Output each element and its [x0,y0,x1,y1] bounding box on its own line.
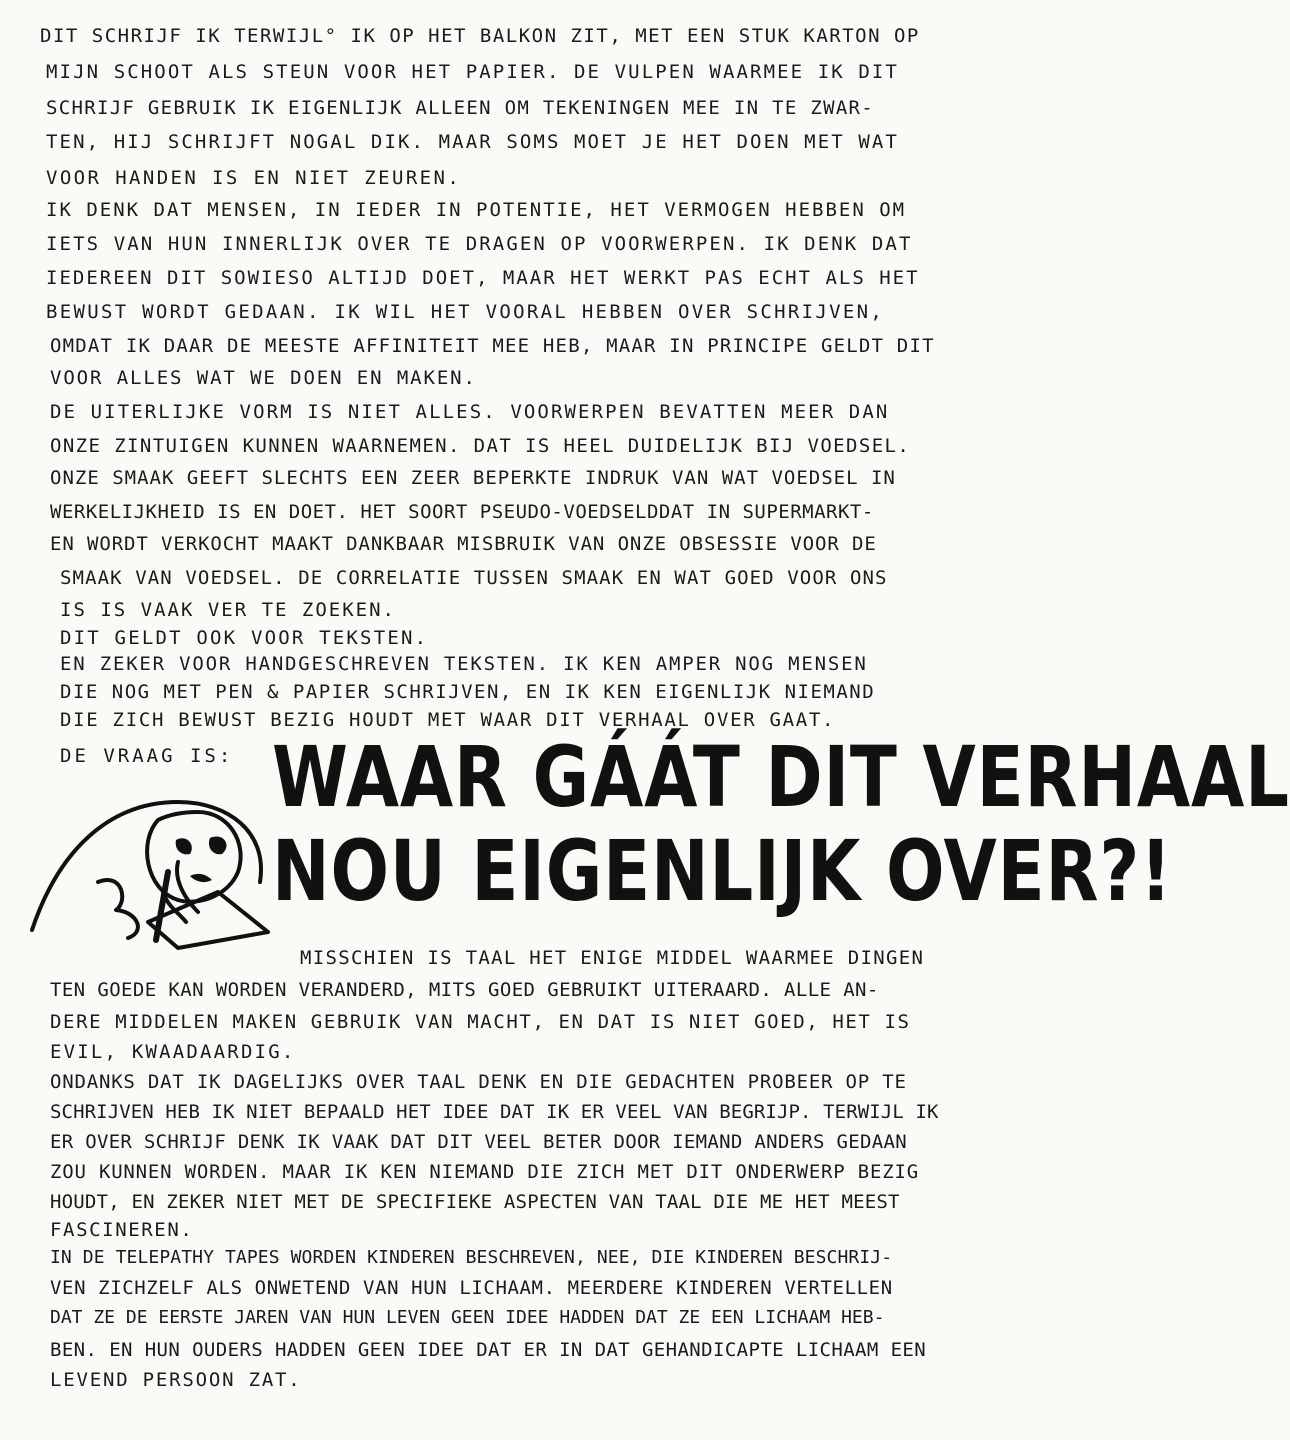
text-line: SCHRIJF GEBRUIK IK EIGENLIJK ALLEEN OM TEKENINGEN MEE IN TE ZWAR- [46,97,875,119]
headline-line-1: WAAR GÁÁT DIT VERHAAL [272,728,1290,826]
text-line: VOOR HANDEN IS EN NIET ZEUREN. [46,167,462,189]
text-line: MIJN SCHOOT ALS STEUN VOOR HET PAPIER. DE VULPEN WAARMEE IK DIT [46,61,899,83]
headline-line-2: NOU EIGENLIJK OVER?! [272,822,1173,920]
text-line: DIE ZICH BEWUST BEZIG HOUDT MET WAAR DIT VERHAAL OVER GAAT. [60,709,836,731]
text-line: FASCINEREN. [50,1219,194,1241]
text-line: TEN, HIJ SCHRIJFT NOGAL DIK. MAAR SOMS MOET JE HET DOEN MET WAT [46,131,899,153]
text-line: EN ZEKER VOOR HANDGESCHREVEN TEKSTEN. IK KEN AMPER NOG MENSEN [60,653,868,675]
text-line: LEVEND PERSOON ZAT. [50,1369,302,1391]
text-line: DIE NOG MET PEN & PAPIER SCHRIJVEN, EN IK KEN EIGENLIJK NIEMAND [60,681,876,703]
text-line: BEWUST WORDT GEDAAN. IK WIL HET VOORAL HEBBEN OVER SCHRIJVEN, [46,301,885,323]
text-line: ONDANKS DAT IK DAGELIJKS OVER TAAL DENK EN DIE GEDACHTEN PROBEER OP TE [50,1071,907,1093]
text-line: DE UITERLIJKE VORM IS NIET ALLES. VOORWERPEN BEVATTEN MEER DAN [50,401,890,423]
text-line: WERKELIJKHEID IS EN DOET. HET SOORT PSEUDO-VOEDSELDDAT IN SUPERMARKT- [50,501,874,523]
text-line: ONZE ZINTUIGEN KUNNEN WAARNEMEN. DAT IS HEEL DUIDELIJK BIJ VOEDSEL. [50,435,911,457]
text-line: HOUDT, EN ZEKER NIET MET DE SPECIFIEKE ASPECTEN VAN TAAL DIE ME HET MEEST [50,1191,900,1213]
text-line: DERE MIDDELEN MAKEN GEBRUIK VAN MACHT, EN DAT IS NIET GOED, HET IS [50,1011,911,1033]
text-line: IETS VAN HUN INNERLIJK OVER TE DRAGEN OP VOORWERPEN. IK DENK DAT [46,233,913,255]
text-line: ZOU KUNNEN WORDEN. MAAR IK KEN NIEMAND DIE ZICH MET DIT ONDERWERP BEZIG [50,1161,919,1183]
text-line: DE VRAAG IS: [60,745,234,767]
text-line: BEN. EN HUN OUDERS HADDEN GEEN IDEE DAT ER IN DAT GEHANDICAPTE LICHAAM EEN [50,1339,927,1361]
text-line: DIT SCHRIJF IK TERWIJL° IK OP HET BALKON ZIT, MET EEN STUK KARTON OP [40,25,920,47]
text-line: DAT ZE DE EERSTE JAREN VAN HUN LEVEN GEEN IDEE HADDEN DAT ZE EEN LICHAAM HEB- [50,1307,885,1328]
text-line: EN WORDT VERKOCHT MAAKT DANKBAAR MISBRUIK VAN ONZE OBSESSIE VOOR DE [50,533,877,555]
text-line: IN DE TELEPATHY TAPES WORDEN KINDEREN BESCHREVEN, NEE, DIE KINDEREN BESCHRIJ- [50,1247,893,1268]
text-line: ONZE SMAAK GEEFT SLECHTS EEN ZEER BEPERKTE INDRUK VAN WAT VOEDSEL IN [50,467,896,489]
text-line: SCHRIJVEN HEB IK NIET BEPAALD HET IDEE DAT IK ER VEEL VAN BEGRIJP. TERWIJL IK [50,1101,939,1123]
text-line: IS IS VAAK VER TE ZOEKEN. [60,599,396,621]
text-line: VEN ZICHZELF ALS ONWETEND VAN HUN LICHAAM. MEERDERE KINDEREN VERTELLEN [50,1277,893,1299]
text-line: DIT GELDT OOK VOOR TEKSTEN. [60,627,429,649]
text-line: MISSCHIEN IS TAAL HET ENIGE MIDDEL WAARMEE DINGEN [300,947,925,969]
text-line: IEDEREEN DIT SOWIESO ALTIJD DOET, MAAR HET WERKT PAS ECHT ALS HET [46,267,920,289]
text-line: EVIL, KWAADAARDIG. [50,1041,296,1063]
text-line: SMAAK VAN VOEDSEL. DE CORRELATIE TUSSEN SMAAK EN WAT GOED VOOR ONS [60,567,888,589]
text-line: TEN GOEDE KAN WORDEN VERANDERD, MITS GOED GEBRUIKT UITERAARD. ALLE AN- [50,979,879,1001]
text-line: OMDAT IK DAAR DE MEESTE AFFINITEIT MEE HEB, MAAR IN PRINCIPE GELDT DIT [50,335,935,357]
text-line: VOOR ALLES WAT WE DOEN EN MAKEN. [50,367,477,389]
text-line: IK DENK DAT MENSEN, IN IEDER IN POTENTIE, HET VERMOGEN HEBBEN OM [46,199,907,221]
alien-drawing [28,772,278,950]
text-line: ER OVER SCHRIJF DENK IK VAAK DAT DIT VEEL BETER DOOR IEMAND ANDERS GEDAAN [50,1131,907,1153]
